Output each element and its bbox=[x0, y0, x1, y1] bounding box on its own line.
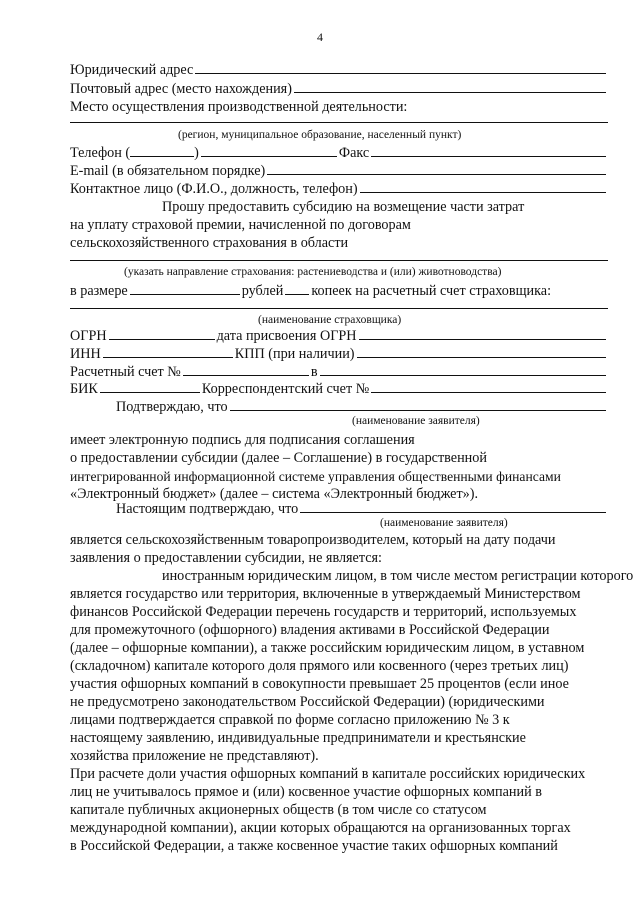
confirm2-line bbox=[116, 500, 608, 518]
confirm2-label: Настоящим подтверждаю, что bbox=[116, 501, 299, 517]
ogrn-label: ОГРН bbox=[70, 328, 107, 344]
fax-label: Факс bbox=[338, 145, 370, 161]
email-line bbox=[70, 162, 608, 180]
insurer-caption: (наименование страховщика) bbox=[258, 314, 402, 326]
body-line-12: При расчете доли участия офшорных компаний в капитале российских юридических bbox=[70, 766, 586, 782]
kopecks-label: копеек на расчетный счет страховщика: bbox=[311, 283, 552, 299]
ogrn-field[interactable] bbox=[109, 327, 215, 340]
body-line-13: лиц не учитывалось прямое и (или) косвенное участие офшорных компаний в bbox=[70, 784, 542, 800]
inn-line bbox=[70, 345, 608, 363]
kpp-label: КПП (при наличии) bbox=[234, 346, 355, 362]
account-label: Расчетный счет № bbox=[70, 364, 181, 380]
body-line-16: в Российской Федерации, а также косвенное участие таких офшорных компаний bbox=[70, 838, 558, 854]
request-line-2: на уплату страховой премии, начисленной по договорам bbox=[70, 217, 411, 233]
postal-address-field[interactable] bbox=[294, 80, 606, 93]
confirm1-text-1: имеет электронную подпись для подписания соглашения bbox=[70, 432, 415, 448]
confirm1-text-4: «Электронный бюджет» (далее – система «Электронный бюджет»). bbox=[70, 486, 479, 502]
email-label: E-mail (в обязательном порядке) bbox=[70, 163, 266, 179]
applicant-field-2[interactable] bbox=[300, 500, 606, 513]
ogrn-line bbox=[70, 327, 608, 345]
fax-field[interactable] bbox=[371, 144, 606, 157]
request-line-3: сельскохозяйственного страхования в области bbox=[70, 235, 349, 251]
body-line-11: хозяйства приложение не представляют). bbox=[70, 748, 319, 764]
account-field[interactable] bbox=[183, 363, 309, 376]
rubles-label: рублей bbox=[241, 283, 284, 299]
phone-field[interactable] bbox=[201, 144, 337, 157]
contact-field[interactable] bbox=[360, 180, 606, 193]
body-line-3: финансов Российской Федерации перечень государств и территорий, используемых bbox=[70, 604, 577, 620]
ogrn-date-label: дата присвоения ОГРН bbox=[216, 328, 357, 344]
body-line-7: участия офшорных компаний в совокупности превышает 25 процентов (если иное bbox=[70, 676, 569, 692]
bank-in-label: в bbox=[310, 364, 318, 380]
bik-field[interactable] bbox=[100, 380, 200, 393]
bik-line bbox=[70, 380, 608, 398]
contact-line bbox=[70, 180, 608, 198]
ogrn-date-field[interactable] bbox=[359, 327, 606, 340]
body-line-6: (складочном) капитале которого доля прямого или косвенного (через третьих лиц) bbox=[70, 658, 569, 674]
bik-label: БИК bbox=[70, 381, 98, 397]
amount-prefix: в размере bbox=[70, 283, 128, 299]
confirm2-text-1: является сельскохозяйственным товаропроизводителем, который на дату подачи bbox=[70, 532, 556, 548]
account-line bbox=[70, 363, 608, 381]
direction-field[interactable] bbox=[70, 248, 608, 261]
body-line-15: международной компании), акции которых обращаются на организованных торгах bbox=[70, 820, 571, 836]
body-line-1: иностранным юридическим лицом, в том числе местом регистрации которого bbox=[162, 568, 634, 584]
inn-field[interactable] bbox=[103, 345, 233, 358]
applicant-field-1[interactable] bbox=[230, 398, 606, 411]
contact-label: Контактное лицо (Ф.И.О., должность, телефон) bbox=[70, 181, 358, 197]
confirm1-label: Подтверждаю, что bbox=[116, 399, 228, 415]
production-place-field[interactable] bbox=[70, 110, 608, 123]
bank-field[interactable] bbox=[320, 363, 606, 376]
body-line-5: (далее – офшорные компании), а также российским юридическим лицом, в уставном bbox=[70, 640, 585, 656]
body-line-10: настоящему заявлению, индивидуальные предприниматели и крестьянские bbox=[70, 730, 526, 746]
phone-fax-line bbox=[70, 144, 608, 162]
body-line-8: не предусмотрено законодательством Российской Федерации) (юридическими bbox=[70, 694, 545, 710]
corr-account-label: Корреспондентский счет № bbox=[201, 381, 370, 397]
insurer-field[interactable] bbox=[70, 296, 608, 309]
legal-address-label: Юридический адрес bbox=[70, 62, 194, 78]
legal-address-line bbox=[70, 61, 608, 79]
region-caption: (регион, муниципальное образование, населенный пункт) bbox=[178, 129, 462, 141]
confirm1-text-3: интегрированной информационной системе управления общественными финансами bbox=[70, 469, 561, 484]
applicant-caption-2: (наименование заявителя) bbox=[380, 517, 508, 529]
postal-address-line bbox=[70, 80, 608, 98]
legal-address-field[interactable] bbox=[195, 61, 606, 74]
confirm2-text-2: заявления о предоставлении субсидии, не является: bbox=[70, 550, 382, 566]
inn-label: ИНН bbox=[70, 346, 101, 362]
body-line-2: является государство или территория, включенные в утверждаемый Министерством bbox=[70, 586, 581, 602]
corr-account-field[interactable] bbox=[371, 380, 606, 393]
kpp-field[interactable] bbox=[357, 345, 606, 358]
request-line-1: Прошу предоставить субсидию на возмещение части затрат bbox=[162, 199, 525, 215]
postal-address-label: Почтовый адрес (место нахождения) bbox=[70, 81, 292, 97]
direction-caption: (указать направление страхования: растениеводства и (или) животноводства) bbox=[124, 266, 502, 278]
page-number: 4 bbox=[317, 30, 323, 44]
phone-code-field[interactable] bbox=[130, 144, 194, 157]
production-place-label: Место осуществления производственной деятельности: bbox=[70, 99, 408, 115]
email-field[interactable] bbox=[267, 162, 606, 175]
body-line-9: лицами подтверждается справкой по форме согласно приложению № 3 к bbox=[70, 712, 510, 728]
applicant-caption-1: (наименование заявителя) bbox=[352, 415, 480, 427]
phone-label: Телефон ( bbox=[70, 145, 131, 161]
rubles-field[interactable] bbox=[130, 282, 240, 295]
kopecks-field[interactable] bbox=[285, 282, 309, 295]
body-line-4: для промежуточного (офшорного) владения активами в Российской Федерации bbox=[70, 622, 550, 638]
body-line-14: капитале публичных акционерных обществ (в том числе со статусом bbox=[70, 802, 487, 818]
confirm1-text-2: о предоставлении субсидии (далее – Соглашение) в государственной bbox=[70, 450, 487, 466]
phone-close: ) bbox=[194, 145, 199, 161]
